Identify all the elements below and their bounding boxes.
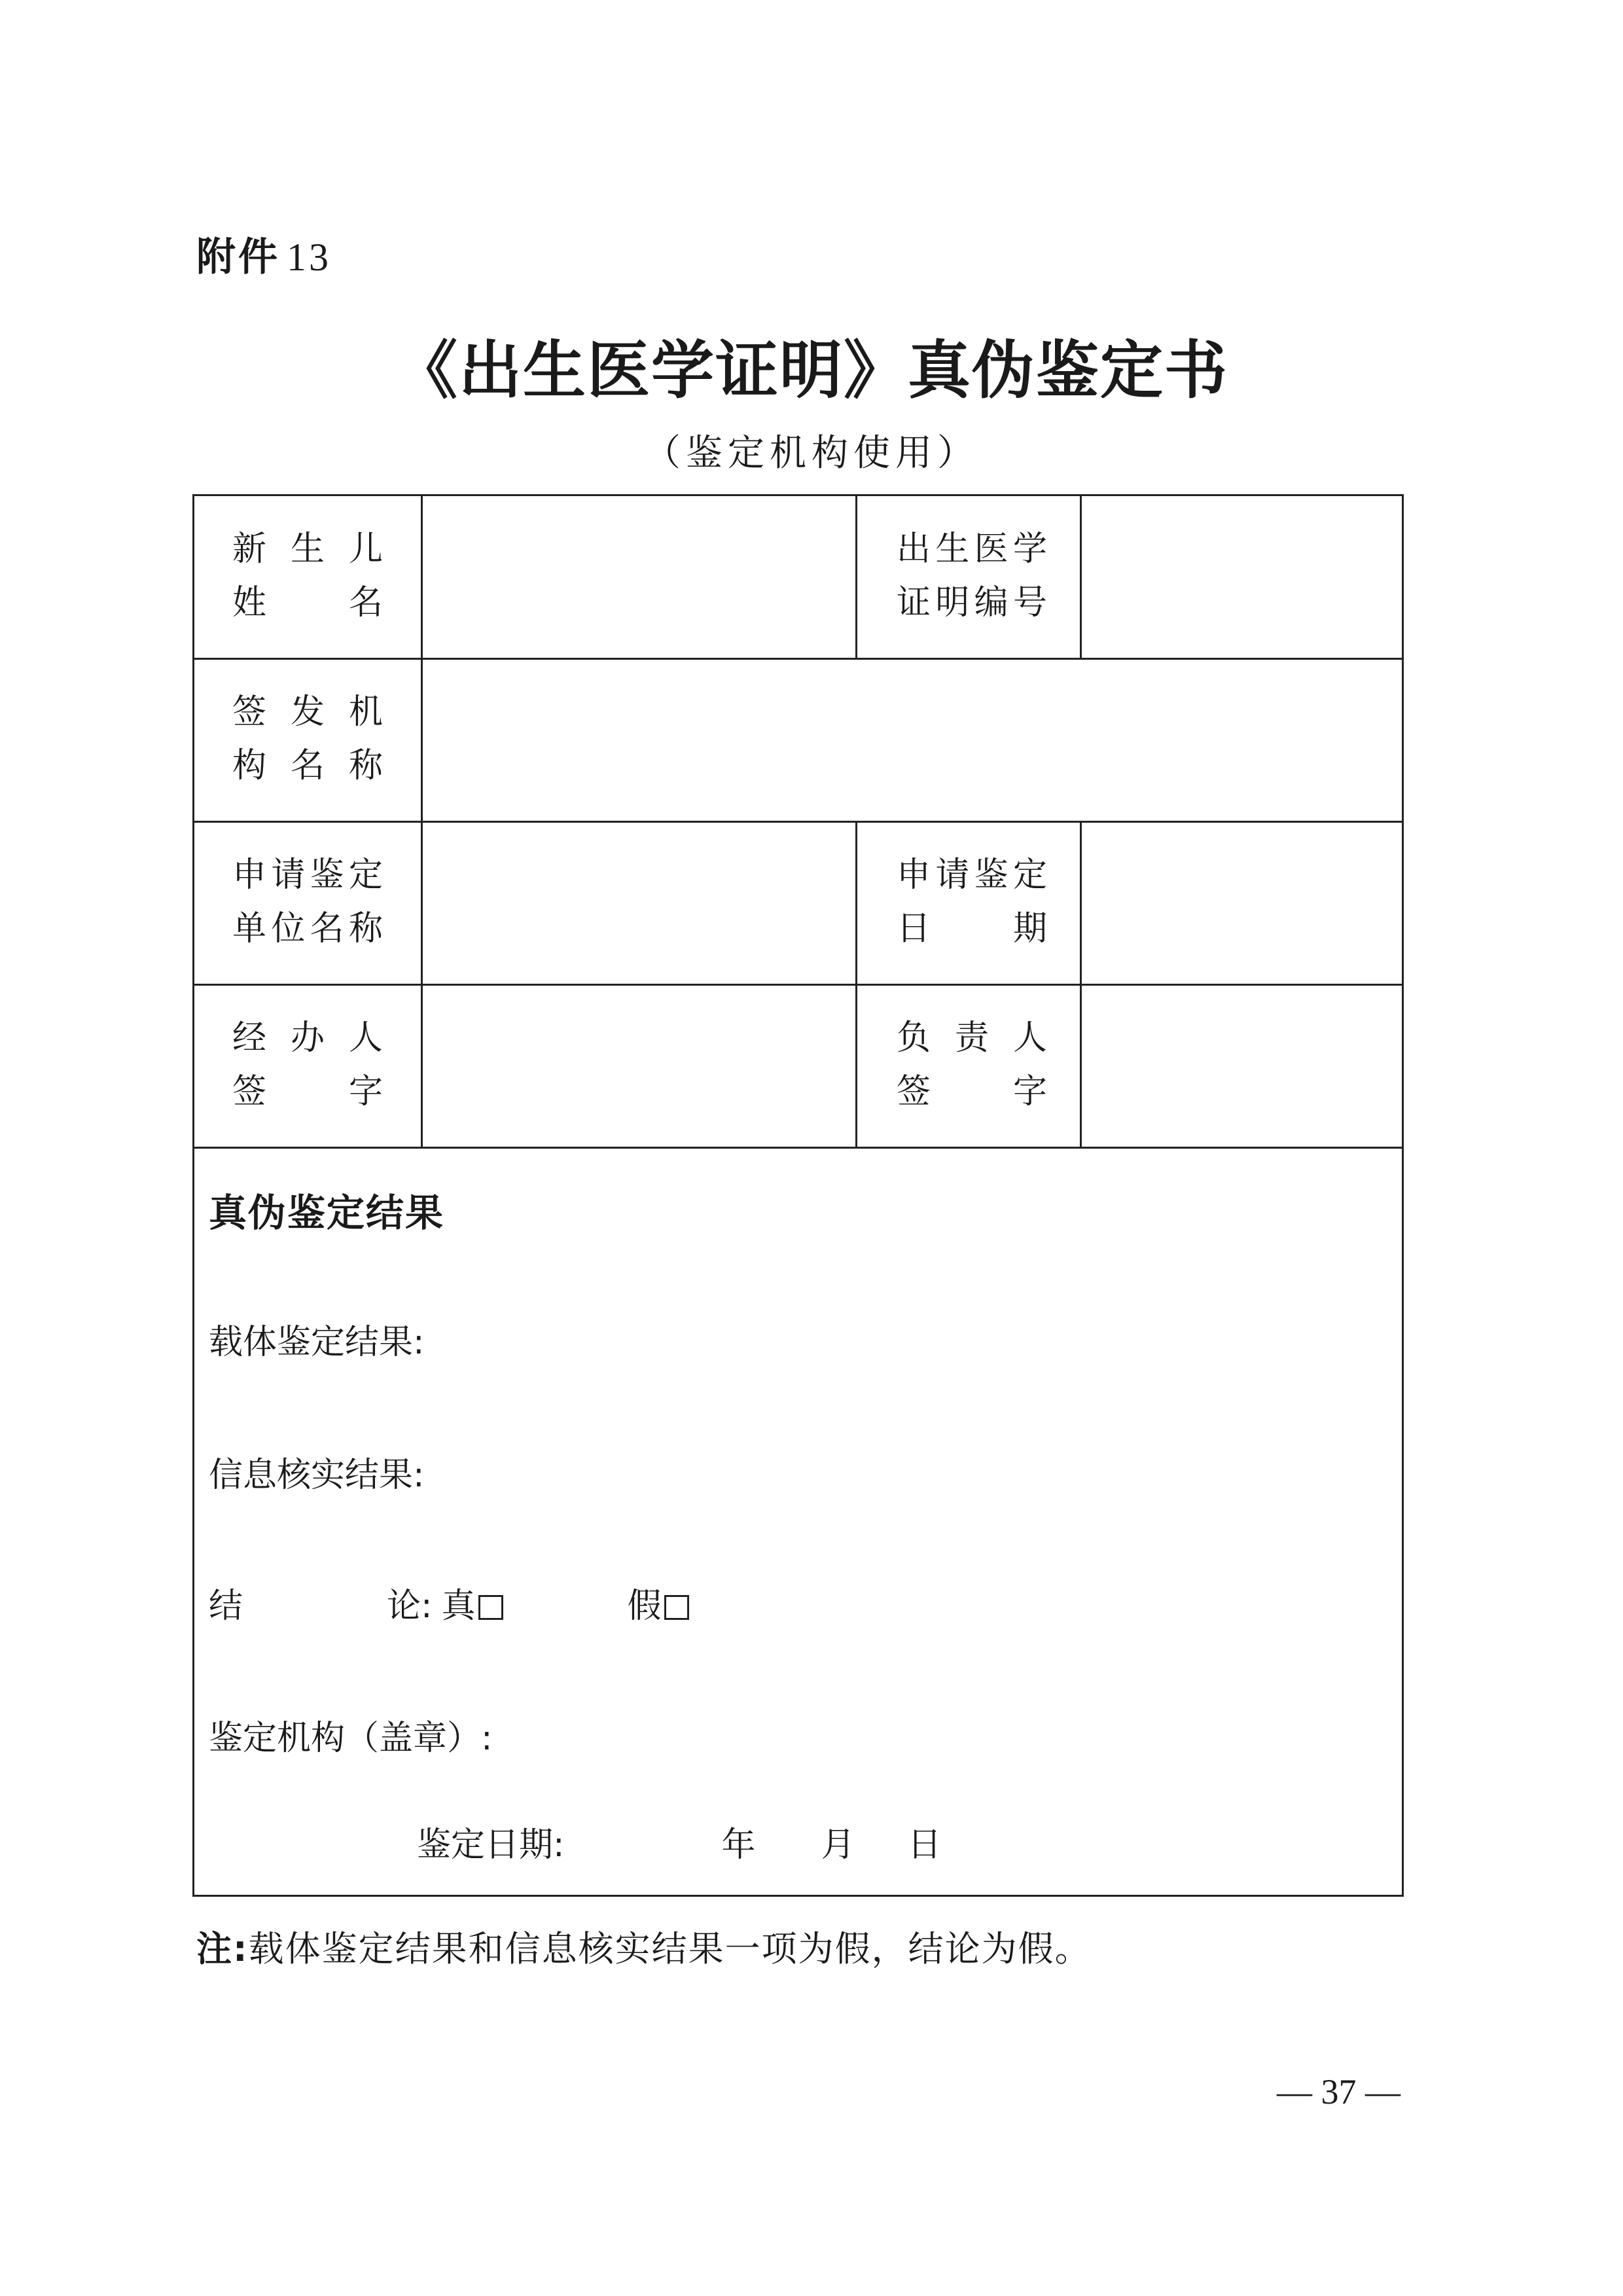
applicant-unit-field[interactable] xyxy=(423,823,855,984)
birth-cert-number-label-line1: 出 生 医 学 xyxy=(897,529,1047,569)
false-option-label: 假 xyxy=(627,1587,662,1626)
attachment-prefix: 附件 xyxy=(196,234,280,280)
newborn-name-label-line1: 新 生 儿 xyxy=(232,529,383,569)
application-date-label-line1: 申 请 鉴 定 xyxy=(897,855,1047,895)
attachment-number: 13 xyxy=(287,236,331,279)
newborn-name-label xyxy=(232,522,383,630)
appraisal-form xyxy=(192,494,1404,1897)
handler-signature-label-char1: 签 xyxy=(232,1072,267,1111)
supervisor-signature-label-line1: 负 责 人 xyxy=(897,1018,1047,1058)
applicant-unit-label-line1: 申 请 鉴 定 xyxy=(232,855,383,895)
footnote xyxy=(196,1921,1092,1971)
row1-mid-divider xyxy=(855,496,857,658)
carrier-result-label: 载体鉴定结果: xyxy=(209,1323,425,1362)
issuing-agency-label-line2: 构 名 称 xyxy=(232,746,383,785)
footnote-text: 载体鉴定结果和信息核实结果一项为假，结论为假。 xyxy=(248,1928,1092,1969)
application-date-label-line2 xyxy=(897,902,1047,956)
true-option-label: 真 xyxy=(441,1587,476,1626)
newborn-name-label-char1: 姓 xyxy=(232,583,267,622)
agency-seal-label: 鉴定机构（盖章）: xyxy=(209,1719,493,1758)
conclusion-label-2: 论: xyxy=(387,1587,433,1626)
year-label: 年 xyxy=(721,1825,756,1865)
supervisor-signature-label-char2: 字 xyxy=(1012,1072,1047,1111)
newborn-name-field[interactable] xyxy=(423,496,855,658)
newborn-name-label-line2 xyxy=(232,576,383,630)
month-label: 月 xyxy=(821,1825,855,1865)
handler-signature-label-line2 xyxy=(232,1065,383,1119)
application-date-label xyxy=(897,848,1047,956)
handler-signature-field[interactable] xyxy=(423,986,855,1147)
supervisor-signature-label-line2 xyxy=(897,1065,1047,1119)
page-number: — 37 — xyxy=(1277,2072,1400,2111)
application-date-field[interactable] xyxy=(1082,823,1402,984)
document-title: 《出生医学证明》真伪鉴定书 xyxy=(395,333,1228,407)
handler-signature-label-char2: 字 xyxy=(348,1072,383,1111)
appraisal-date-label: 鉴定日期: xyxy=(417,1825,565,1865)
issuing-agency-label xyxy=(232,685,383,793)
result-heading: 真伪鉴定结果 xyxy=(209,1191,445,1235)
birth-cert-number-label-line2: 证 明 编 号 xyxy=(897,583,1047,622)
birth-cert-number-field[interactable] xyxy=(1082,496,1402,658)
newborn-name-label-char2: 名 xyxy=(348,583,383,622)
rows34-mid-divider xyxy=(855,821,857,1147)
attachment-label xyxy=(196,226,331,282)
birth-cert-number-label xyxy=(897,522,1047,630)
handler-signature-label xyxy=(232,1011,383,1119)
conclusion-label-1: 结 xyxy=(209,1587,243,1626)
info-result-label: 信息核实结果: xyxy=(209,1456,425,1495)
applicant-unit-label xyxy=(232,848,383,956)
supervisor-signature-field[interactable] xyxy=(1082,986,1402,1147)
false-checkbox[interactable] xyxy=(664,1595,689,1620)
application-date-label-char1: 日 xyxy=(897,909,931,948)
document-subtitle: （鉴定机构使用） xyxy=(644,432,979,475)
supervisor-signature-label-char1: 签 xyxy=(897,1072,931,1111)
applicant-unit-label-line2: 单 位 名 称 xyxy=(232,909,383,948)
application-date-label-char2: 期 xyxy=(1012,909,1047,948)
issuing-agency-label-line1: 签 发 机 xyxy=(232,692,383,732)
day-label: 日 xyxy=(907,1825,942,1865)
row-divider-4 xyxy=(194,1147,1402,1149)
supervisor-signature-label xyxy=(897,1011,1047,1119)
issuing-agency-field[interactable] xyxy=(423,660,1402,821)
footnote-prefix: 注: xyxy=(196,1928,249,1969)
appraisal-date-line xyxy=(417,1817,942,1866)
handler-signature-label-line1: 经 办 人 xyxy=(232,1018,383,1058)
conclusion-line xyxy=(209,1578,689,1627)
true-checkbox[interactable] xyxy=(478,1595,503,1620)
